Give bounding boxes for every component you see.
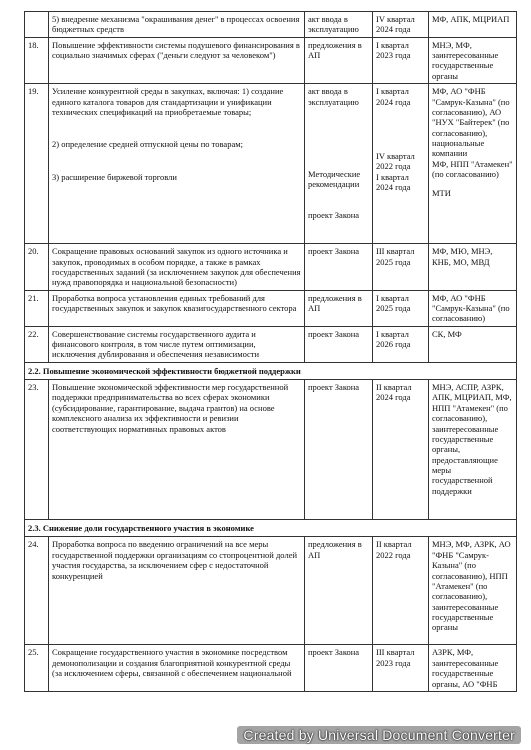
section-title: 2.3. Снижение доли государственного участия в экономике [25, 520, 517, 537]
executor-cell: СК, МФ [429, 326, 517, 362]
row-number: 22. [25, 326, 49, 362]
table-row [25, 380, 517, 520]
deadline-cell: I квартал 2026 года [373, 326, 429, 362]
measure-cell: Повышение эффективности системы подушевого финансирования в социально значимых сферах ("деньги следуют за человеком") [49, 37, 305, 83]
deadline-cell: IV квартал 2024 года [373, 12, 429, 38]
table-row [25, 290, 517, 326]
measure-cell: Проработка вопроса по введению ограничений на все меры государственной поддержки организациям со стопроцентной долей участия государства, за исключением сфер с недостаточной конкуренцией [49, 537, 305, 645]
table-row [25, 84, 517, 244]
form-cell [305, 84, 373, 244]
action-plan-table [24, 11, 517, 692]
form-part: проект Закона [308, 209, 360, 220]
deadline-cell: II квартал 2024 года [373, 380, 429, 520]
row-number: 25. [25, 645, 49, 691]
executor-cell: МНЭ, МФ, заинтересованные государственные органы [429, 37, 517, 83]
row-number: 23. [25, 380, 49, 520]
form-cell: акт ввода в эксплуатацию [305, 12, 373, 38]
deadline-cell: II квартал 2022 года [373, 537, 429, 645]
row-number [25, 12, 49, 38]
measure-cell: Проработка вопроса установления единых требований для государственных закупок и закупок квазигосударственного сектора [49, 290, 305, 326]
deadline-cell: I квартал 2025 года [373, 290, 429, 326]
form-cell: проект Закона [305, 326, 373, 362]
deadline-part: I квартал 2024 года [376, 86, 411, 107]
form-cell: проект Закона [305, 645, 373, 691]
executor-cell: МФ, АО "ФНБ "Самрук-Казына" (по согласованию) [429, 290, 517, 326]
form-cell: предложения в АП [305, 290, 373, 326]
executor-part: МФ, АО "ФНБ "Самрук-Казына" (по согласованию), АО "НУХ "Байтерек" (по согласованию), национальные компании [432, 86, 510, 159]
measure-part: 3) расширение биржевой торговли [52, 171, 177, 182]
measure-cell: Совершенствование системы государственного аудита и финансового контроля, в том числе путем оптимизации, исключения дублирования и обеспечения независимости [49, 326, 305, 362]
measure-cell: Сокращение правовых оснований закупок из одного источника и закупок, проводимых в особом порядке, а также в рамках государственных заданий (за исключением закупок для обеспечения нужд правопорядка и национальной безопасности) [49, 244, 305, 290]
form-part: акт ввода в эксплуатацию [308, 86, 359, 107]
form-cell: предложения в АП [305, 37, 373, 83]
row-number: 21. [25, 290, 49, 326]
measure-cell: 5) внедрение механизма "окрашивания денег" в процессах освоения бюджетных средств [49, 12, 305, 38]
table-row [25, 37, 517, 83]
form-cell: предложения в АП [305, 537, 373, 645]
deadline-cell [373, 84, 429, 244]
executor-part: МТИ [432, 188, 451, 199]
row-number: 20. [25, 244, 49, 290]
table-row [25, 537, 517, 645]
section-title: 2.2. Повышение экономической эффективности бюджетной поддержки [25, 362, 517, 379]
deadline-cell: III квартал 2023 года [373, 645, 429, 691]
executor-cell: АЗРК, МФ, заинтересованные государственные органы, АО "ФНБ [429, 645, 517, 691]
executor-cell: МНЭ, АСПР, АЗРК, АПК, МЦРИАП, МФ, НПП "Атамекен" (по согласованию), заинтересованные государственные органы, предоставляющие меры государственной поддержки [429, 380, 517, 520]
measure-part: Усиление конкурентной среды в закупках, включая: 1) создание единого каталога товаров для стандартизации и унификации технических спецификаций на приобретаемые товары; [52, 86, 284, 117]
table-row [25, 244, 517, 290]
executor-part: МФ, НПП "Атамекен" (по согласованию) [432, 158, 513, 180]
form-cell: проект Закона [305, 380, 373, 520]
deadline-part: IV квартал 2022 года [376, 150, 415, 172]
measure-part: 2) определение средней отпускной цены по товарам; [52, 139, 243, 150]
deadline-cell: III квартал 2025 года [373, 244, 429, 290]
deadline-part: I квартал 2024 года [376, 171, 411, 192]
executor-cell: МНЭ, МФ, АЗРК, АО "ФНБ "Самрук-Казына" (по согласованию), НПП "Атамекен" (по согласованию), заинтересованные государственные органы [429, 537, 517, 645]
measure-cell: Повышение экономической эффективности мер государственной поддержки предпринимательства во всех сферах экономики (субсидирование, гарантирование, выдача грантов) на основе комплексного анализа их эффективности и ревизии соответствующих нормативных правовых актов [49, 380, 305, 520]
executor-cell: МФ, АПК, МЦРИАП [429, 12, 517, 38]
table-row [25, 645, 517, 691]
section-header-row [25, 520, 517, 537]
row-number: 19. [25, 84, 49, 244]
row-number: 24. [25, 537, 49, 645]
measure-cell: Сокращение государственного участия в экономике посредством демонополизации и создания благоприятной конкурентной среды (за исключением сферы, связанной с обеспечением национальной [49, 645, 305, 691]
table-row [25, 326, 517, 362]
deadline-cell: I квартал 2023 года [373, 37, 429, 83]
row-number: 18. [25, 37, 49, 83]
executor-cell: МФ, МЮ, МНЭ, КНБ, МО, МВД [429, 244, 517, 290]
section-header-row [25, 362, 517, 379]
watermark: Created by Universal Document Converter [237, 726, 521, 744]
measure-cell [49, 84, 305, 244]
form-part: Методические рекомендации [308, 168, 361, 190]
table-row [25, 12, 517, 38]
form-cell: проект Закона [305, 244, 373, 290]
executor-cell [429, 84, 517, 244]
